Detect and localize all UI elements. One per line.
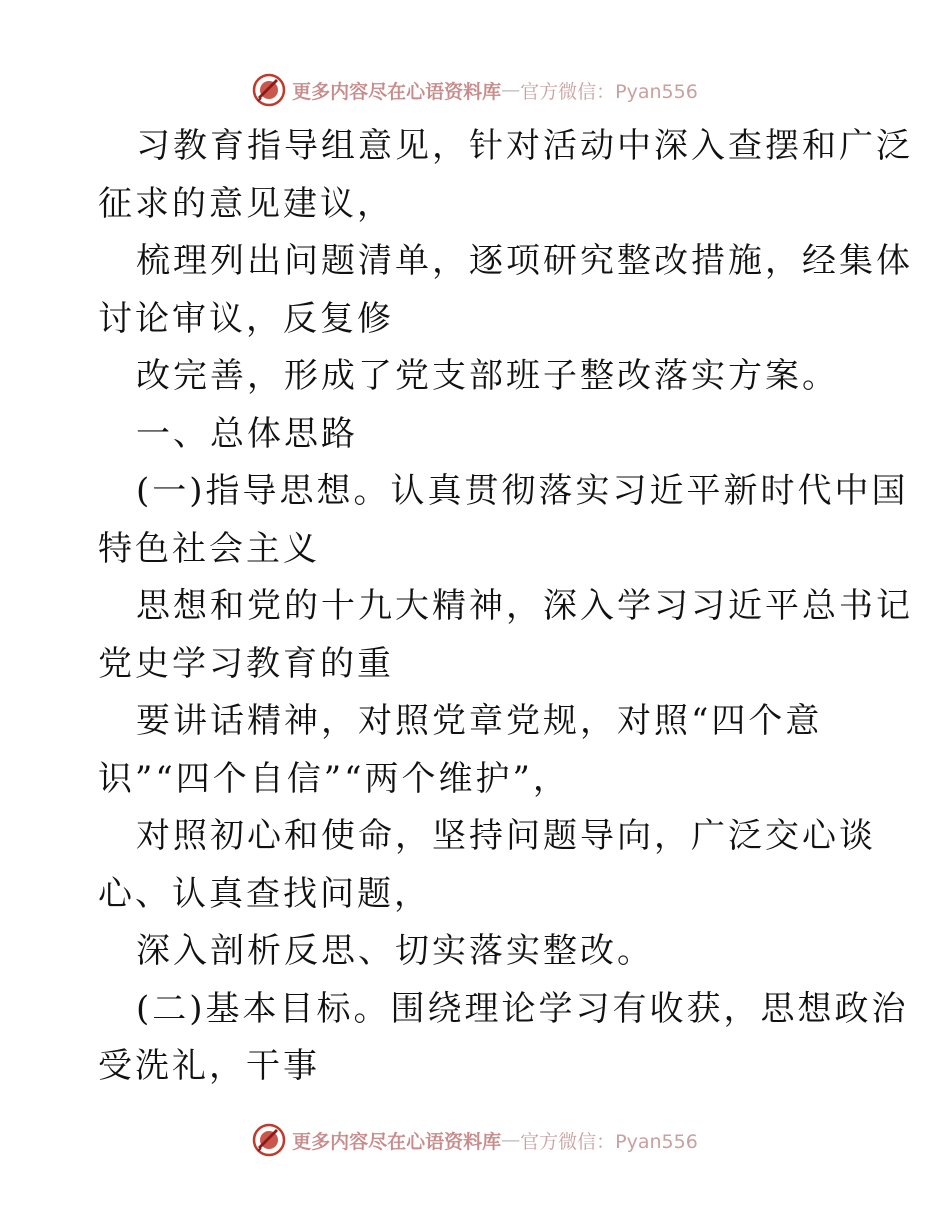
body-line: 识”“四个自信”“两个维护”， — [98, 758, 570, 799]
body-line: 习教育指导组意见，针对活动中深入查摆和广泛 — [136, 126, 913, 166]
body-line: 讨论审议，反复修 — [98, 298, 394, 339]
banner-separator: — — [501, 79, 521, 101]
section-heading: 一、总体思路 — [136, 413, 358, 454]
body-line: 梳理列出问题清单，逐项研究整改措施，经集体 — [136, 241, 913, 281]
document-body — [98, 118, 913, 1096]
body-line: (二)基本目标。围绕理论学习有收获，思想政治 — [136, 988, 909, 1029]
body-line: 改完善，形成了党支部班子整改落实方案。 — [136, 356, 839, 396]
body-line: 征求的意见建议， — [98, 183, 394, 224]
quill-pen-logo-icon — [252, 73, 286, 107]
body-line: 思想和党的十九大精神，深入学习习近平总书记 — [136, 586, 913, 626]
footer-banner — [0, 1120, 950, 1160]
body-line: 心、认真查找问题， — [98, 873, 431, 914]
body-line: (一)指导思想。认真贯彻落实习近平新时代中国 — [136, 471, 909, 511]
banner-main-text: 更多内容尽在心语资料库 — [292, 80, 502, 103]
body-line: 要讲话精神，对照党章党规，对照“四个意 — [136, 701, 823, 741]
body-line: 深入剖析反思、切实落实整改。 — [136, 931, 654, 971]
banner-main-text: 更多内容尽在心语资料库 — [292, 1130, 502, 1153]
body-line: 特色社会主义 — [98, 528, 320, 569]
banner-wechat-text: 官方微信：Pyan556 — [520, 1130, 698, 1153]
body-line: 对照初心和使命，坚持问题导向，广泛交心谈 — [136, 816, 876, 856]
banner-wechat-text: 官方微信：Pyan556 — [520, 80, 698, 103]
body-line: 党史学习教育的重 — [98, 643, 394, 684]
body-line: 受洗礼，干事 — [98, 1046, 320, 1086]
quill-pen-logo-icon — [252, 1123, 286, 1157]
banner-separator: — — [501, 1129, 521, 1151]
header-banner — [0, 70, 950, 110]
